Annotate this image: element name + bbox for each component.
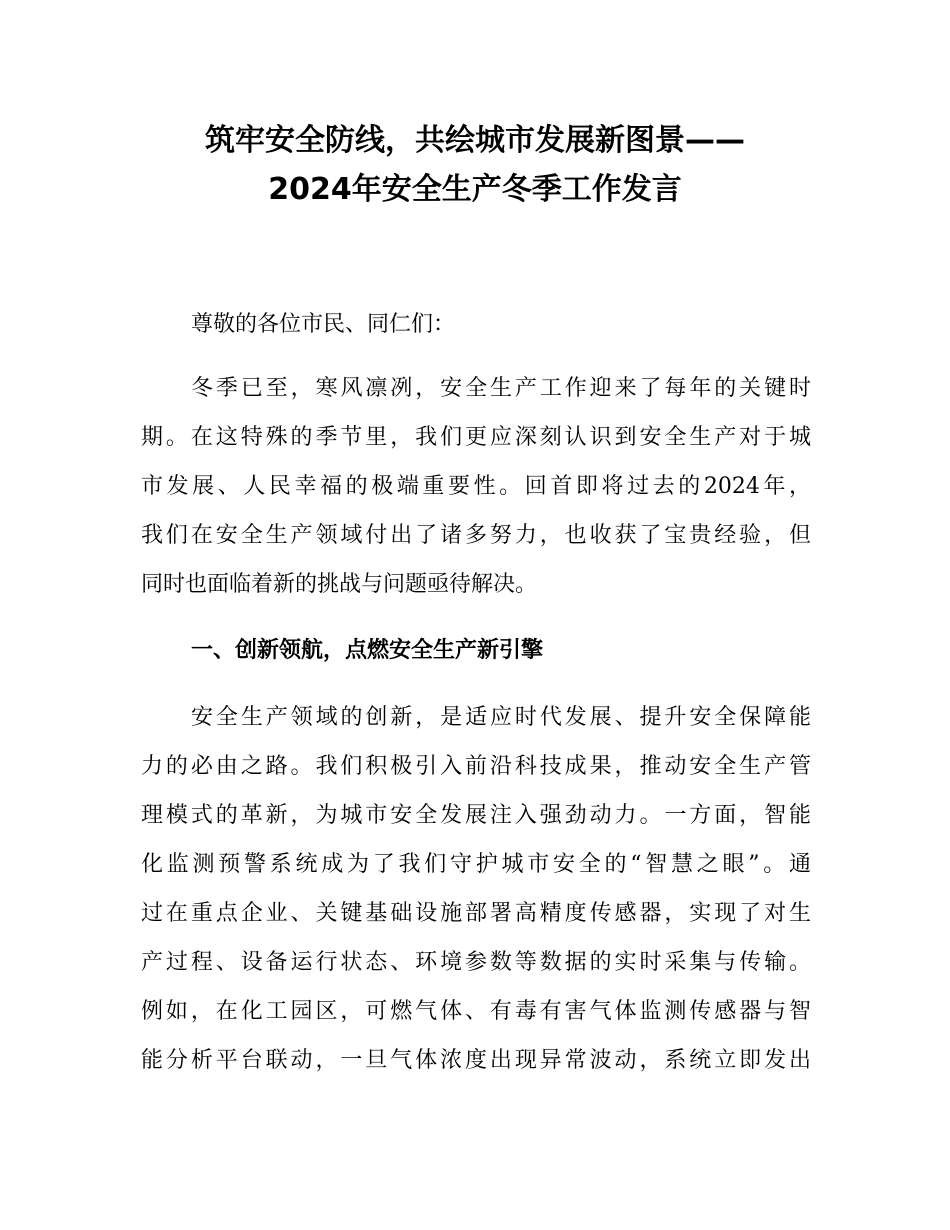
paragraph-2-line: 产过程、设备运行状态、环境参数等数据的实时采集与传输。 <box>141 950 811 975</box>
paragraph-2-line: 例如，在化工园区，可燃气体、有毒有害气体监测传感器与智 <box>141 999 811 1024</box>
paragraph-1-line: 我们在安全生产领域付出了诸多努力，也收获了宝贵经验，但 <box>141 523 811 548</box>
salutation: 尊敬的各位市民、同仁们： <box>191 312 456 337</box>
paragraph-2-line: 理模式的革新，为城市安全发展注入强劲动力。一方面，智能 <box>141 803 811 828</box>
document-title-line-1: 筑牢安全防线，共绘城市发展新图景—— <box>205 123 745 158</box>
paragraph-1-line: 期。在这特殊的季节里，我们更应深刻认识到安全生产对于城 <box>141 425 811 450</box>
paragraph-2-line: 安全生产领域的创新，是适应时代发展、提升安全保障能 <box>191 705 811 730</box>
paragraph-2-line: 力的必由之路。我们积极引入前沿科技成果，推动安全生产管 <box>141 754 811 779</box>
paragraph-1-line: 同时也面临着新的挑战与问题亟待解决。 <box>141 572 538 597</box>
paragraph-2-line: 过在重点企业、关键基础设施部署高精度传感器，实现了对生 <box>141 901 811 926</box>
paragraph-1-line: 市发展、人民幸福的极端重要性。回首即将过去的2024年， <box>141 474 811 499</box>
document-title-line-2: 2024年安全生产冬季工作发言 <box>268 172 682 207</box>
paragraph-2-line: 能分析平台联动，一旦气体浓度出现异常波动，系统立即发出 <box>141 1048 811 1073</box>
paragraph-2-line: 化监测预警系统成为了我们守护城市安全的“智慧之眼”。通 <box>141 852 811 877</box>
section-1-heading: 一、创新领航，点燃安全生产新引擎 <box>191 638 544 663</box>
paragraph-1-line: 冬季已至，寒风凛冽，安全生产工作迎来了每年的关键时 <box>191 376 811 401</box>
